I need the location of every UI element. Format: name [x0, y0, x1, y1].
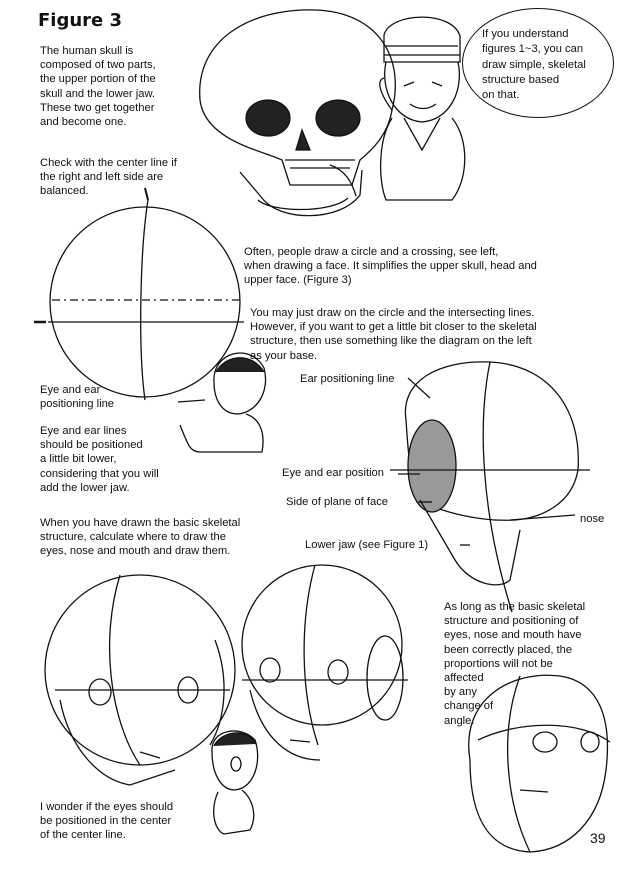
skeleton-paragraph: When you have drawn the basic skeletal structure, calculate where to draw the eyes, nose and mouth and draw them. — [40, 517, 241, 558]
skeletal-diagram — [390, 362, 590, 612]
eye-ear-positioning-line-label: Eye and ear positioning line — [40, 384, 115, 411]
head-middle-drawing — [242, 565, 408, 760]
diagram-paragraph: You may just draw on the circle and the intersecting lines. However, if you want to get a little bit closer to the skeletal structure, then use something like the diagram on the left as your base. — [250, 307, 537, 362]
head-left-drawing — [45, 575, 235, 785]
circle-paragraph: Often, people draw a circle and a crossing, see left, when drawing a face. It simplifies the upper skull, head and upper face. (Figure 3) — [244, 246, 537, 287]
eye-ear-lower-note: Eye and ear lines should be positioned a little bit lower, considering that you will add the lower jaw. — [40, 425, 159, 494]
skull-drawing — [200, 10, 396, 216]
lower-jaw-label: Lower jaw (see Figure 1) — [305, 539, 429, 551]
speech-bubble-text: If you understand figures 1~3, you can draw simple, skeletal structure based on that. — [482, 28, 586, 101]
circle-diagram — [34, 188, 244, 400]
center-line-note: Check with the center line if the right and left side are balanced. — [40, 157, 177, 198]
kid-wondering-drawing — [212, 731, 258, 834]
kid-thought-text: I wonder if the eyes should be positioned in the center of the center line. — [40, 801, 174, 842]
eye-ear-position-label: Eye and ear position — [282, 467, 384, 479]
nose-label: nose — [580, 513, 605, 525]
ear-positioning-line-label: Ear positioning line — [300, 373, 395, 385]
intro-text: The human skull is composed of two parts, the upper portion of the skull and the lower jaw. These two get together and become one. — [40, 45, 156, 129]
proportions-paragraph: As long as the basic skeletal structure and positioning of eyes, nose and mouth have been correctly placed, the proportions will not be affected by any change of angle. — [444, 601, 586, 727]
side-plane-label: Side of plane of face — [286, 496, 389, 508]
page-number: 39 — [590, 830, 606, 846]
figure-title: Figure 3 — [38, 10, 123, 31]
kid-pointing-drawing — [178, 353, 266, 452]
